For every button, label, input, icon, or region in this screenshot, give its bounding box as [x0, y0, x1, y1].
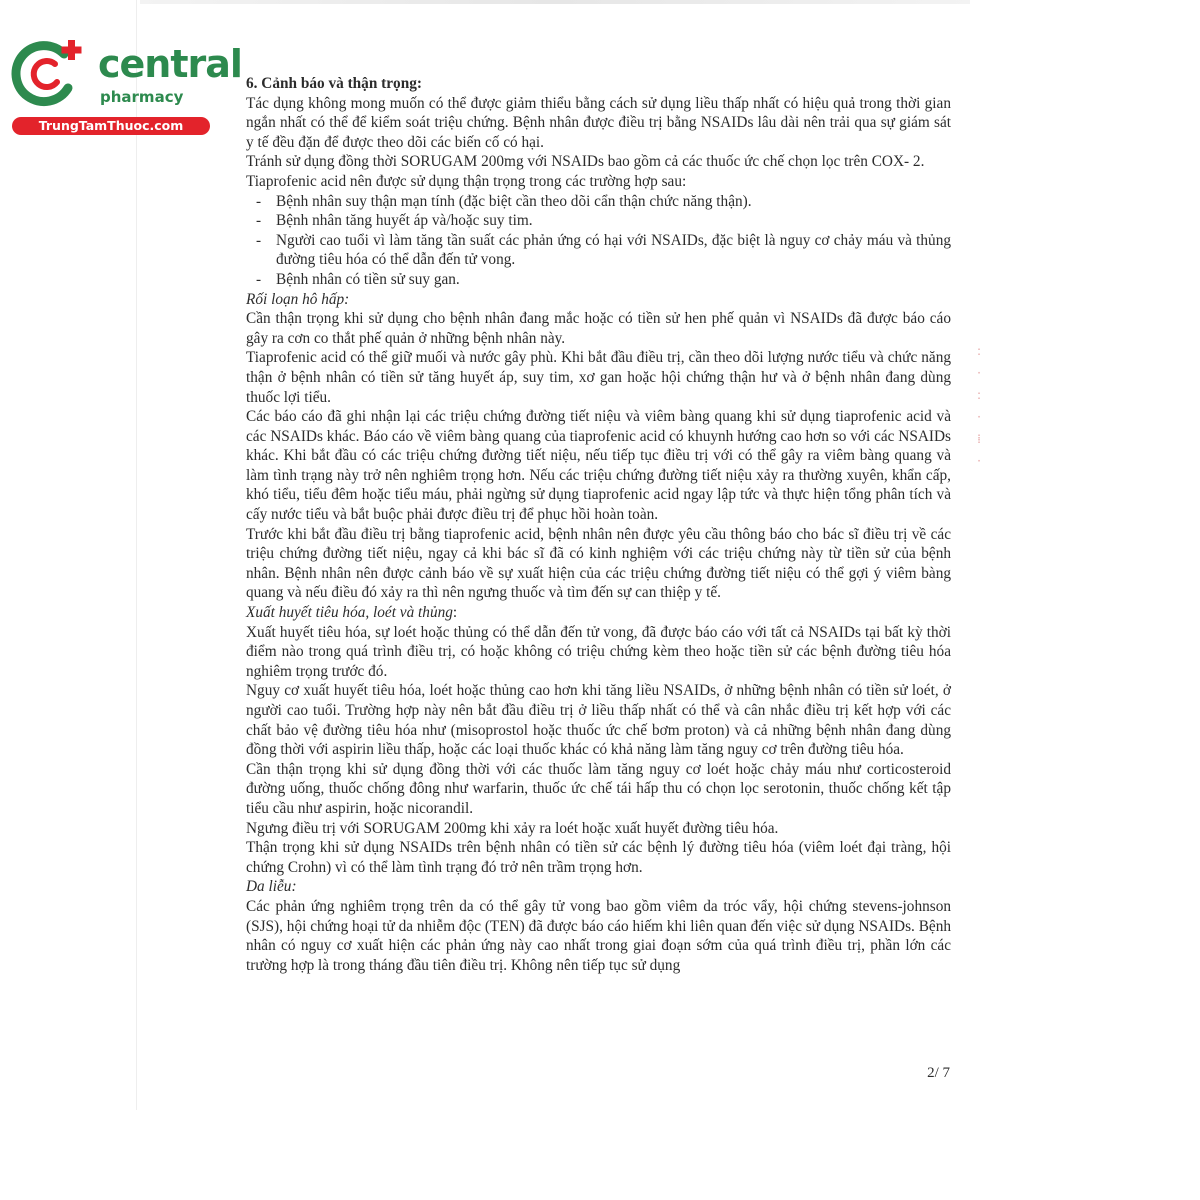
subheading-gi-colon: : — [452, 604, 458, 622]
margin-stamp-mark: : · : · ⁞ · — [976, 344, 982, 468]
scan-top-edge — [140, 0, 970, 4]
paragraph: Tiaprofenic acid nên được sử dụng thận trọng trong các trường hợp sau: — [246, 172, 687, 190]
list-item: - Người cao tuổi vì làm tăng tần suất các phản ứng có hại với NSAIDs, đặc biệt là nguy cơ chảy máu và thủng đường tiêu hóa có thể dẫn đến tử vong. — [246, 231, 951, 270]
logo-url-bar: TrungTamThuoc.com — [12, 117, 210, 135]
list-item: - Bệnh nhân tăng huyết áp và/hoặc suy tim. — [246, 211, 951, 231]
logo-subtitle: pharmacy — [100, 88, 184, 106]
subheading-gi-row — [246, 603, 951, 623]
paragraph: Nguy cơ xuất huyết tiêu hóa, loét hoặc thủng cao hơn khi tăng liều NSAIDs, ở những bệnh nhân có tiền sử loét, ở người cao tuổi. Trường hợp này nên bắt đầu điều trị ở liều thấp nhất có thể và cân nhắc điều trị kết hợp với các chất bảo vệ đường tiêu hóa như (misoprostol hoặc thuốc ức chế bơm proton) và cả những bệnh nhân đang dùng đồng thời với aspirin liều thấp, hoặc các loại thuốc khác có khả năng làm tăng nguy cơ trên đường tiêu hóa. — [246, 682, 951, 759]
paragraph: Thận trọng khi sử dụng NSAIDs trên bệnh nhân có tiền sử các bệnh lý đường tiêu hóa (viêm loét đại tràng, hội chứng Crohn) vì có thể làm tình trạng đó trở nên trầm trọng hơn. — [246, 839, 951, 876]
document-body — [246, 74, 951, 975]
list-item: - Bệnh nhân suy thận mạn tính (đặc biệt cần theo dõi cẩn thận chức năng thận). — [246, 192, 951, 212]
logo-name: central — [98, 42, 242, 86]
paragraph: Tác dụng không mong muốn có thể được giảm thiểu bằng cách sử dụng liều thấp nhất có hiệu quả trong thời gian ngắn nhất có thể để kiểm soát triệu chứng. Bệnh nhân được điều trị bằng NSAIDs lâu dài nên trải qua sự giám sát y tế đều đặn để được theo dõi các biến cố có hại. — [246, 94, 951, 151]
precaution-list — [246, 192, 951, 290]
pharmacy-cross-icon — [10, 38, 88, 110]
paragraph: Cần thận trọng khi sử dụng đồng thời với các thuốc làm tăng nguy cơ loét hoặc chảy máu như corticosteroid đường uống, thuốc chống đông như warfarin, thuốc ức chế tái hấp thu có chọn lọc serotonin, thuốc chống kết tập tiểu cầu như aspirin, hoặc nicorandil. — [246, 760, 951, 817]
paragraph: Trước khi bắt đầu điều trị bằng tiaprofenic acid, bệnh nhân nên được yêu cầu thông báo cho bác sĩ điều trị về các triệu chứng đường tiết niệu, ngay cả khi bác sĩ đã có kinh nghiệm với các triệu chứng này từ tiền sử của bệnh nhân. Bệnh nhân nên được cảnh báo về sự xuất hiện của các triệu chứng đường tiết niệu có thể gợi ý viêm bàng quang và nếu điều đó xảy ra thì nên ngưng thuốc và tìm đến sự can thiệp y tế. — [246, 525, 951, 602]
paragraph: Cần thận trọng khi sử dụng cho bệnh nhân đang mắc hoặc có tiền sử hen phế quản vì NSAIDs đã được báo cáo gây ra cơn co thắt phế quản ở những bệnh nhân này. — [246, 310, 951, 347]
paragraph: Ngưng điều trị với SORUGAM 200mg khi xảy ra loét hoặc xuất huyết đường tiêu hóa. — [246, 819, 779, 837]
central-pharmacy-logo[interactable] — [10, 38, 242, 138]
subheading-respiratory: Rối loạn hô hấp: — [246, 290, 350, 308]
list-item: - Bệnh nhân có tiền sử suy gan. — [246, 270, 951, 290]
section-heading: 6. Cảnh báo và thận trọng: — [246, 75, 422, 92]
paragraph: Các báo cáo đã ghi nhận lại các triệu chứng đường tiết niệu và viêm bàng quang khi sử dụng tiaprofenic acid và các NSAIDs khác. Báo cáo về viêm bàng quang của tiaprofenic acid có khuynh hướng cao hơn so với các NSAIDs khác. Khi bắt đầu có các triệu chứng đường tiết niệu, nếu tiếp tục điều trị với có thể gây ra viêm bàng quang và làm tình trạng này trở nên nghiêm trọng hơn. Nếu các triệu chứng đường tiết niệu xảy ra thường xuyên, khẩn cấp, khó tiểu, tiểu đêm hoặc tiểu máu, phải ngừng sử dụng tiaprofenic acid ngay lập tức và thực hiện tổng phân tích và cấy nước tiểu và bắt buộc phải được điều trị để phục hồi hoàn toàn. — [246, 408, 951, 524]
paragraph: Xuất huyết tiêu hóa, sự loét hoặc thủng có thể dẫn đến tử vong, đã được báo cáo với tất cả NSAIDs tại bất kỳ thời điểm nào trong quá trình điều trị, có hoặc không có triệu chứng kèm theo hoặc tiền sử các bệnh đường tiêu hóa nghiêm trọng trước đó. — [246, 623, 951, 680]
subheading-dermatology: Da liễu: — [246, 878, 297, 896]
scan-page-edge — [136, 0, 137, 1110]
paragraph: Tránh sử dụng đồng thời SORUGAM 200mg với NSAIDs bao gồm cả các thuốc ức chế chọn lọc trên COX- 2. — [246, 153, 925, 171]
paragraph: Tiaprofenic acid có thể giữ muối và nước gây phù. Khi bắt đầu điều trị, cần theo dõi lượng nước tiểu và chức năng thận ở bệnh nhân có tiền sử tăng huyết áp, suy tim, xơ gan hoặc hội chứng thận hư và ở bệnh nhân đang dùng thuốc lợi tiểu. — [246, 349, 951, 406]
page-number: 2/ 7 — [927, 1065, 950, 1081]
paragraph: Các phản ứng nghiêm trọng trên da có thể gây tử vong bao gồm viêm da tróc vẩy, hội chứng stevens-johnson (SJS), hội chứng hoại tử da nhiễm độc (TEN) đã được báo cáo hiếm khi liên quan đến việc sử dụng NSAIDs. Bệnh nhân có nguy cơ xuất hiện các phản ứng này cao nhất trong giai đoạn sớm của quá trình điều trị, phần lớn các trường hợp là trong tháng đầu tiên điều trị. Không nên tiếp tục sử dụng — [246, 897, 951, 974]
subheading-gi: Xuất huyết tiêu hóa, loét và thủng — [246, 604, 453, 622]
